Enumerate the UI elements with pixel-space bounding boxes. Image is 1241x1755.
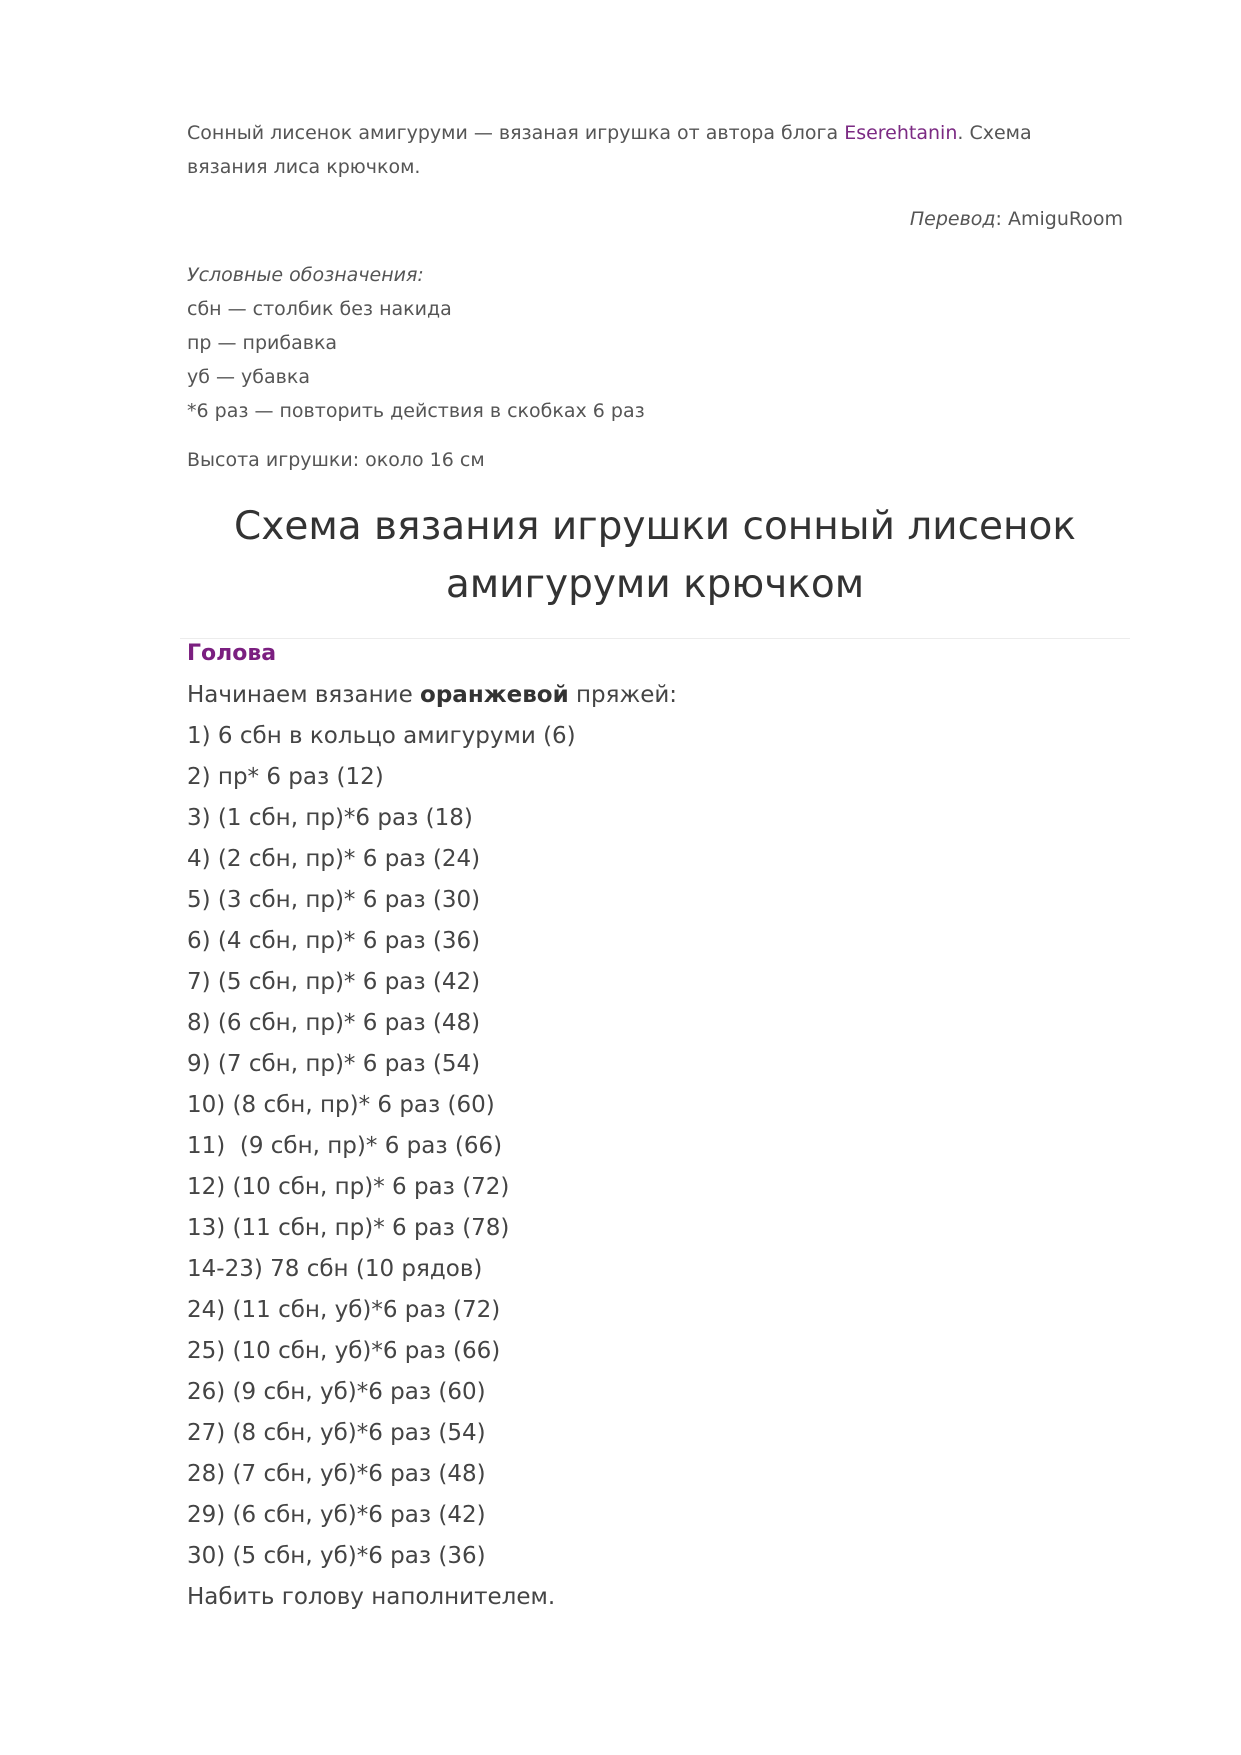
toy-height-note: Высота игрушки: около 16 см — [187, 449, 485, 471]
pattern-row: 29) (6 сбн, уб)*6 раз (42) — [187, 1502, 486, 1528]
legend-item: уб — убавка — [187, 366, 310, 388]
pattern-row: 7) (5 сбн, пр)* 6 раз (42) — [187, 969, 481, 995]
pattern-intro-color: оранжевой — [420, 682, 569, 708]
pattern-row: 26) (9 сбн, уб)*6 раз (60) — [187, 1379, 486, 1405]
translation-credit — [910, 204, 1123, 234]
legend-block — [187, 258, 645, 428]
translation-value: AmiguRoom — [1008, 208, 1123, 230]
pattern-intro-before: Начинаем вязание — [187, 682, 421, 708]
legend-title: Условные обозначения: — [187, 264, 424, 286]
pattern-row: 2) пр* 6 раз (12) — [187, 764, 384, 790]
legend-item: *6 раз — повторить действия в скобках 6 раз — [187, 400, 645, 422]
pattern-row: 12) (10 сбн, пр)* 6 раз (72) — [187, 1174, 510, 1200]
pattern-row: 10) (8 сбн, пр)* 6 раз (60) — [187, 1092, 495, 1118]
pattern-row: 28) (7 сбн, уб)*6 раз (48) — [187, 1461, 486, 1487]
intro-text-after: . Схема вязания лиса крючком. — [187, 122, 1032, 178]
pattern-rows-list — [187, 675, 677, 1618]
pattern-intro-after: пряжей: — [568, 682, 678, 708]
pattern-intro-line — [187, 675, 677, 716]
pattern-row: 6) (4 сбн, пр)* 6 раз (36) — [187, 928, 481, 954]
pattern-row: 25) (10 сбн, уб)*6 раз (66) — [187, 1338, 501, 1364]
author-link[interactable]: Eserehtanin — [844, 122, 958, 144]
pattern-row: 8) (6 сбн, пр)* 6 раз (48) — [187, 1010, 481, 1036]
pattern-row: 30) (5 сбн, уб)*6 раз (36) — [187, 1543, 486, 1569]
pattern-row: 24) (11 сбн, уб)*6 раз (72) — [187, 1297, 501, 1323]
pattern-closing-line: Набить голову наполнителем. — [187, 1584, 556, 1610]
section-divider — [180, 638, 1130, 639]
pattern-row: 3) (1 сбн, пр)*6 раз (18) — [187, 805, 473, 831]
pattern-row: 5) (3 сбн, пр)* 6 раз (30) — [187, 887, 481, 913]
pattern-row: 27) (8 сбн, уб)*6 раз (54) — [187, 1420, 486, 1446]
pattern-row: 1) 6 сбн в кольцо амигуруми (6) — [187, 723, 576, 749]
pattern-row: 9) (7 сбн, пр)* 6 раз (54) — [187, 1051, 481, 1077]
intro-paragraph — [187, 116, 1117, 184]
page-title: Схема вязания игрушки сонный лисенок амигуруми крючком — [234, 504, 1076, 607]
pattern-row: 14-23) 78 сбн (10 рядов) — [187, 1256, 483, 1282]
pattern-row: 4) (2 сбн, пр)* 6 раз (24) — [187, 846, 481, 872]
section-title-head: Голова — [187, 641, 277, 666]
translation-separator: : — [995, 208, 1008, 230]
pattern-row: 13) (11 сбн, пр)* 6 раз (78) — [187, 1215, 510, 1241]
intro-text-before: Сонный лисенок амигуруми — вязаная игрушка от автора блога — [187, 122, 845, 144]
translation-label: Перевод — [909, 208, 996, 230]
legend-item: сбн — столбик без накида — [187, 298, 452, 320]
legend-item: пр — прибавка — [187, 332, 338, 354]
pattern-row: 11) (9 сбн, пр)* 6 раз (66) — [187, 1133, 503, 1159]
